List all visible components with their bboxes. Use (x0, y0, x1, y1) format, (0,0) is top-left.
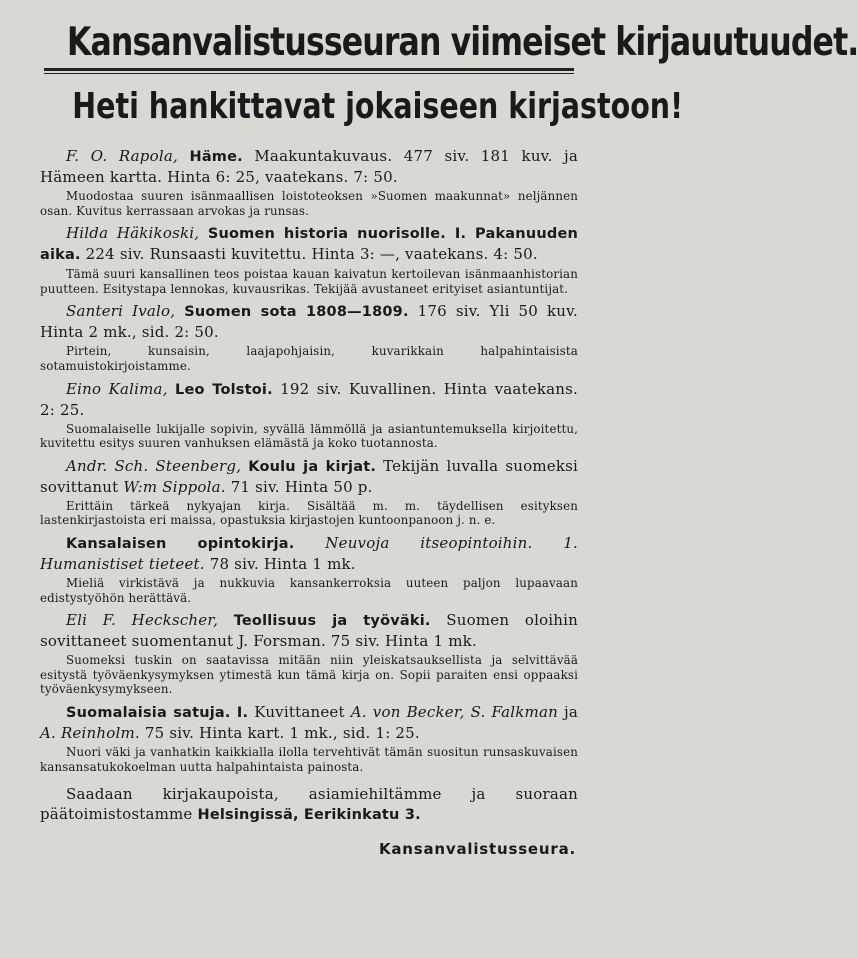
entry-main (40, 301, 578, 342)
entry-description: Nuori väki ja vanhatkin kaikkialla ilolla tervehtivät tämän suositun runsaskuvaisen kansansatukokoelman uutta halpahintaista painosta. (40, 744, 578, 774)
entry-details: 71 siv. Hinta 50 p. (230, 477, 373, 496)
closing-note (40, 784, 578, 825)
entry-description: Pirtein, kunsaisin, laajapohjaisin, kuvarikkain halpahintaisista sotamuistokirjoistamme. (40, 344, 578, 373)
entry-main (40, 702, 578, 743)
entry-description: Mieliä virkistävä ja nukkuvia kansankerroksia uuteen paljon lupaavaan edistystyöhön herättävä. (40, 575, 578, 605)
entry-title: Suomen historia nuorisolle. I. Pakanuuden aika. (40, 226, 578, 264)
entry-description: Tämä suuri kansallinen teos poistaa kauan kaivatun kertoilevan isänmaanhistorian puutteen. Esitystapa lennokas, kuvausrikas. Tekijää avustaneet erityiset asiantuntijat. (40, 267, 578, 296)
heading-rule-thin (44, 73, 574, 74)
entry-author: Eli F. Heckscher, (66, 611, 219, 630)
entry-main (40, 456, 578, 497)
entry-main (40, 610, 578, 651)
entry-subtitle: Neuvoja itseopintoihin. 1. Humanistiset tieteet. (40, 533, 578, 573)
entry-illustrators: A. Reinholm. (40, 723, 140, 742)
entry-main (40, 223, 578, 265)
entry-details: 192 siv. Kuvallinen. Hinta vaatekans. 2: 25. (40, 379, 578, 419)
entry-details: 78 siv. Hinta 1 mk. (209, 554, 356, 573)
entry-description: Suomeksi tuskin on saatavissa mitään niin yleiskatsauksellista ja selvittävää esitystä työväenkysymyksen ytimestä kun tämä kirja on. Sopii paraiten ensi oppaaksi työväenkysymykseen. (40, 653, 578, 697)
entry-description: Suomalaiselle lukijalle sopivin, syvällä lämmöllä ja asiantuntemuksella kirjoitettu, kuvitettu esitys suuren vanhuksen elämästä ja koko tuotannosta. (40, 421, 578, 451)
entry-author: Andr. Sch. Steenberg, (66, 456, 242, 475)
book-entry (40, 223, 578, 296)
book-entry (40, 301, 578, 373)
entry-details: ja (564, 702, 579, 721)
book-entry (40, 146, 578, 218)
entry-illustrators: A. von Becker, S. Falkman (350, 702, 558, 721)
closing-address: Helsingissä, Eerikinkatu 3. (197, 807, 421, 824)
entry-author: Hilda Häkikoski, (66, 224, 200, 243)
entry-details: 75 siv. Hinta kart. 1 mk., sid. 1: 25. (144, 723, 420, 742)
closing-text: Saadaan kirjakaupoista, asiamiehiltämme ja suoraan päätoimistostamme (40, 785, 578, 824)
page-heading: Kansanvalistusseuran viimeiset kirjauutuudet. (66, 20, 858, 65)
book-entry (40, 610, 578, 697)
entry-title: Teollisuus ja työväki. (233, 613, 431, 630)
publisher-signature: Kansanvalistusseura. (378, 840, 576, 859)
entry-details: Maakuntakuvaus. 477 siv. 181 kuv. ja Hämeen kartta. Hinta 6: 25, vaatekans. 7: 50. (40, 147, 579, 186)
entry-author: F. O. Rapola, (66, 147, 178, 165)
entry-description: Erittäin tärkeä nykyajan kirja. Sisältää m. m. täydellisen esityksen lastenkirjastoista eri maissa, opastuksia kirjastojen kuntoonpanoon j. n. e. (40, 498, 578, 528)
book-entry (40, 456, 578, 528)
book-entry (40, 702, 578, 774)
entry-main (40, 379, 578, 420)
entry-author: Santeri Ivalo, (66, 302, 176, 321)
entry-main (40, 533, 578, 574)
advertisement-page (40, 20, 858, 859)
entry-title: Koulu ja kirjat. (248, 458, 377, 475)
entry-translator: W:m Sippola. (123, 477, 226, 496)
entry-title: Suomalaisia satuja. I. (66, 704, 249, 721)
entry-title: Leo Tolstoi. (175, 381, 273, 398)
entry-details: Suomen oloihin sovittaneet suomentanut J. Forsman. 75 siv. Hinta 1 mk. (40, 611, 579, 651)
entry-title: Kansalaisen opintokirja. (66, 535, 295, 552)
entry-details: Tekijän luvalla suomeksi sovittanut (40, 456, 579, 496)
book-entry (40, 379, 578, 451)
entry-main (40, 146, 578, 187)
heading-rule-thick (44, 68, 574, 71)
entry-details: Kuvittaneet (254, 702, 345, 721)
entry-title: Suomen sota 1808—1809. (184, 304, 409, 321)
entry-description: Muodostaa suuren isänmaallisen loistoteoksen »Suomen maakunnat» neljännen osan. Kuvitus kerrassaan arvokas ja runsas. (40, 189, 578, 218)
entry-details: 176 siv. Yli 50 kuv. Hinta 2 mk., sid. 2: 50. (40, 302, 579, 342)
entry-author: Eino Kalima, (66, 379, 168, 398)
entry-details: 224 siv. Runsaasti kuvitettu. Hinta 3: —, vaatekans. 4: 50. (85, 245, 538, 264)
entry-title: Häme. (189, 149, 243, 165)
page-subheading: Heti hankittavat jokaiseen kirjastoon! (72, 86, 684, 127)
book-entry (40, 533, 578, 605)
